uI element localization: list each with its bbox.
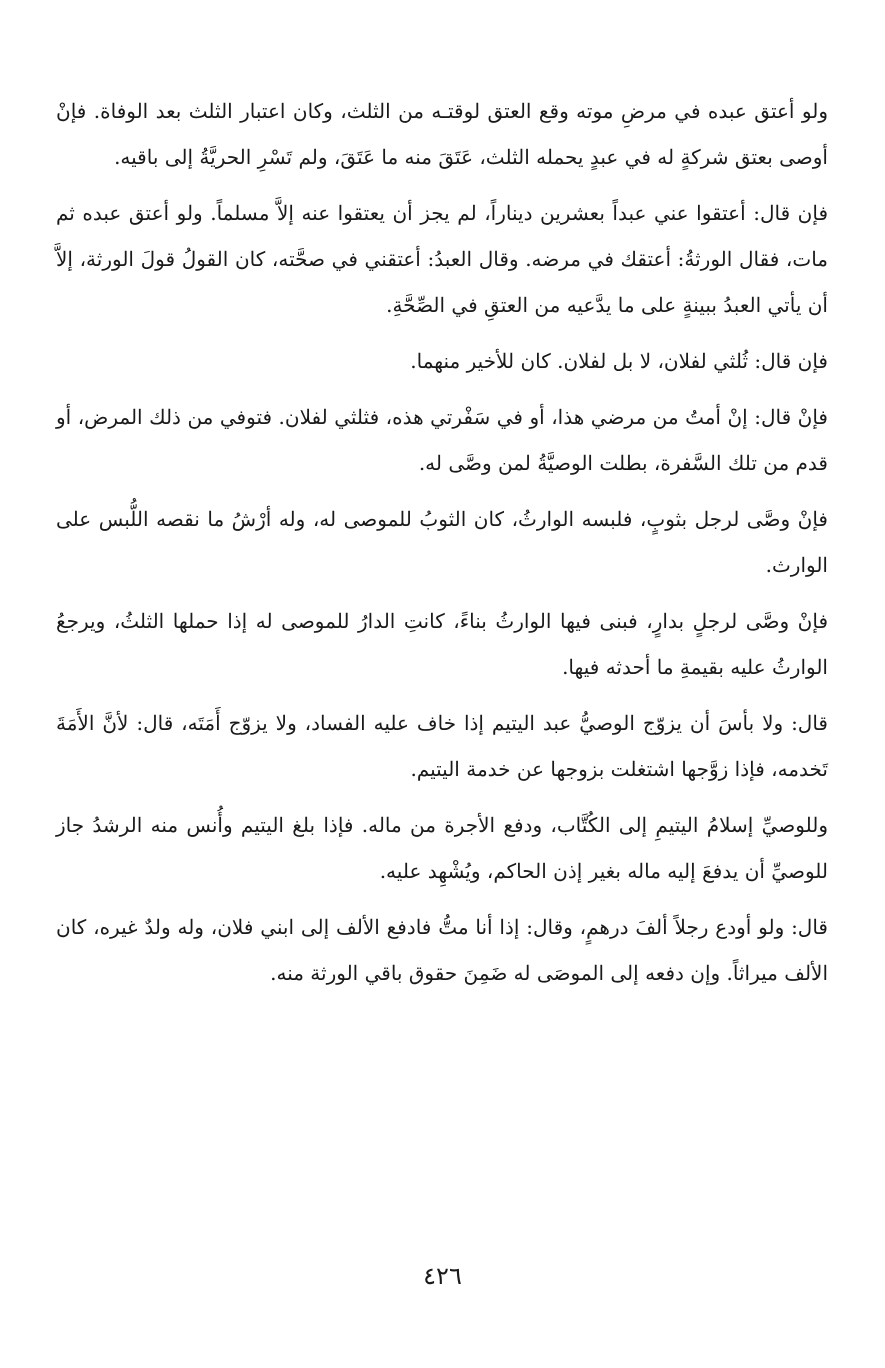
paragraph-8: وللوصيِّ إسلامُ اليتيمِ إلى الكُتَّاب، ودفع الأجرة من ماله. فإذا بلغ اليتيم وأُنس منه الرشدُ جاز للوصيِّ أن يدفعَ إليه ماله بغير إذن الحاكم، ويُشْهِد عليه.: [56, 813, 828, 883]
page-number: ٤٢٦: [423, 1262, 462, 1290]
paragraph-6: فإنْ وصَّى لرجلٍ بدارٍ، فبنى فيها الوارثُ بناءً، كانتِ الدارُ للموصى له إذا حملها الثلثُ، ويرجعُ الوارثُ عليه بقيمةِ ما أحدثه فيها.: [56, 609, 829, 679]
paragraph-3: فإن قال: ثُلثي لفلان، لا بل لفلان. كان للأخير منهما.: [410, 349, 828, 373]
paragraph-4: فإنْ قال: إنْ أمتُ من مرضي هذا، أو في سَفْرتي هذه، فثلثي لفلان. فتوفي من ذلك المرض، أو قدم من تلك السَّفرة، بطلت الوصيَّةُ لمن وصَّى له.: [56, 405, 828, 475]
paragraph-2: فإن قال: أعتقوا عني عبداً بعشرين ديناراً، لم يجز أن يعتقوا عنه إلاَّ مسلماً. ولو أعتق عبده ثم مات، فقال الورثةُ: أعتقك في مرضه. وقال العبدُ: أعتقني في صحَّته، كان القولُ قولَ الورثة، إلاَّ أن يأتي العبدُ ببينةٍ على ما يدَّعيه من العتقِ في الصِّحَّةِ.: [56, 201, 828, 317]
page-body: [56, 88, 828, 1006]
paragraph-1: ولو أعتق عبده في مرضِ موته وقع العتق لوقتـه من الثلث، وكان اعتبار الثلث بعد الوفاة. فإنْ أوصى بعتق شركةٍ له في عبدٍ يحمله الثلث، عَتَقَ منه ما عَتَقَ، ولم تَسْرِ الحريَّةُ إلى باقيه.: [56, 99, 828, 169]
paragraph-7: قال: ولا بأسَ أن يزوّج الوصيُّ عبد اليتيم إذا خاف عليه الفساد، ولا يزوّج أَمَتَه، قال: لأنَّ الأَمَةَ تَخدمه، فإذا زوَّجها اشتغلت بزوجها عن خدمة اليتيم.: [56, 711, 828, 781]
paragraph-9: قال: ولو أودع رجلاً ألفَ درهمٍ، وقال: إذا أنا متُّ فادفع الألف إلى ابني فلان، وله ولدٌ غيره، كان الألف ميراثاً. وإن دفعه إلى الموصَى له ضَمِنَ حقوق باقي الورثة منه.: [56, 915, 828, 985]
paragraph-5: فإنْ وصَّى لرجل بثوبٍ، فلبسه الوارثُ، كان الثوبُ للموصى له، وله أرْشُ ما نقصه اللُّبس على الوارث.: [56, 507, 828, 577]
